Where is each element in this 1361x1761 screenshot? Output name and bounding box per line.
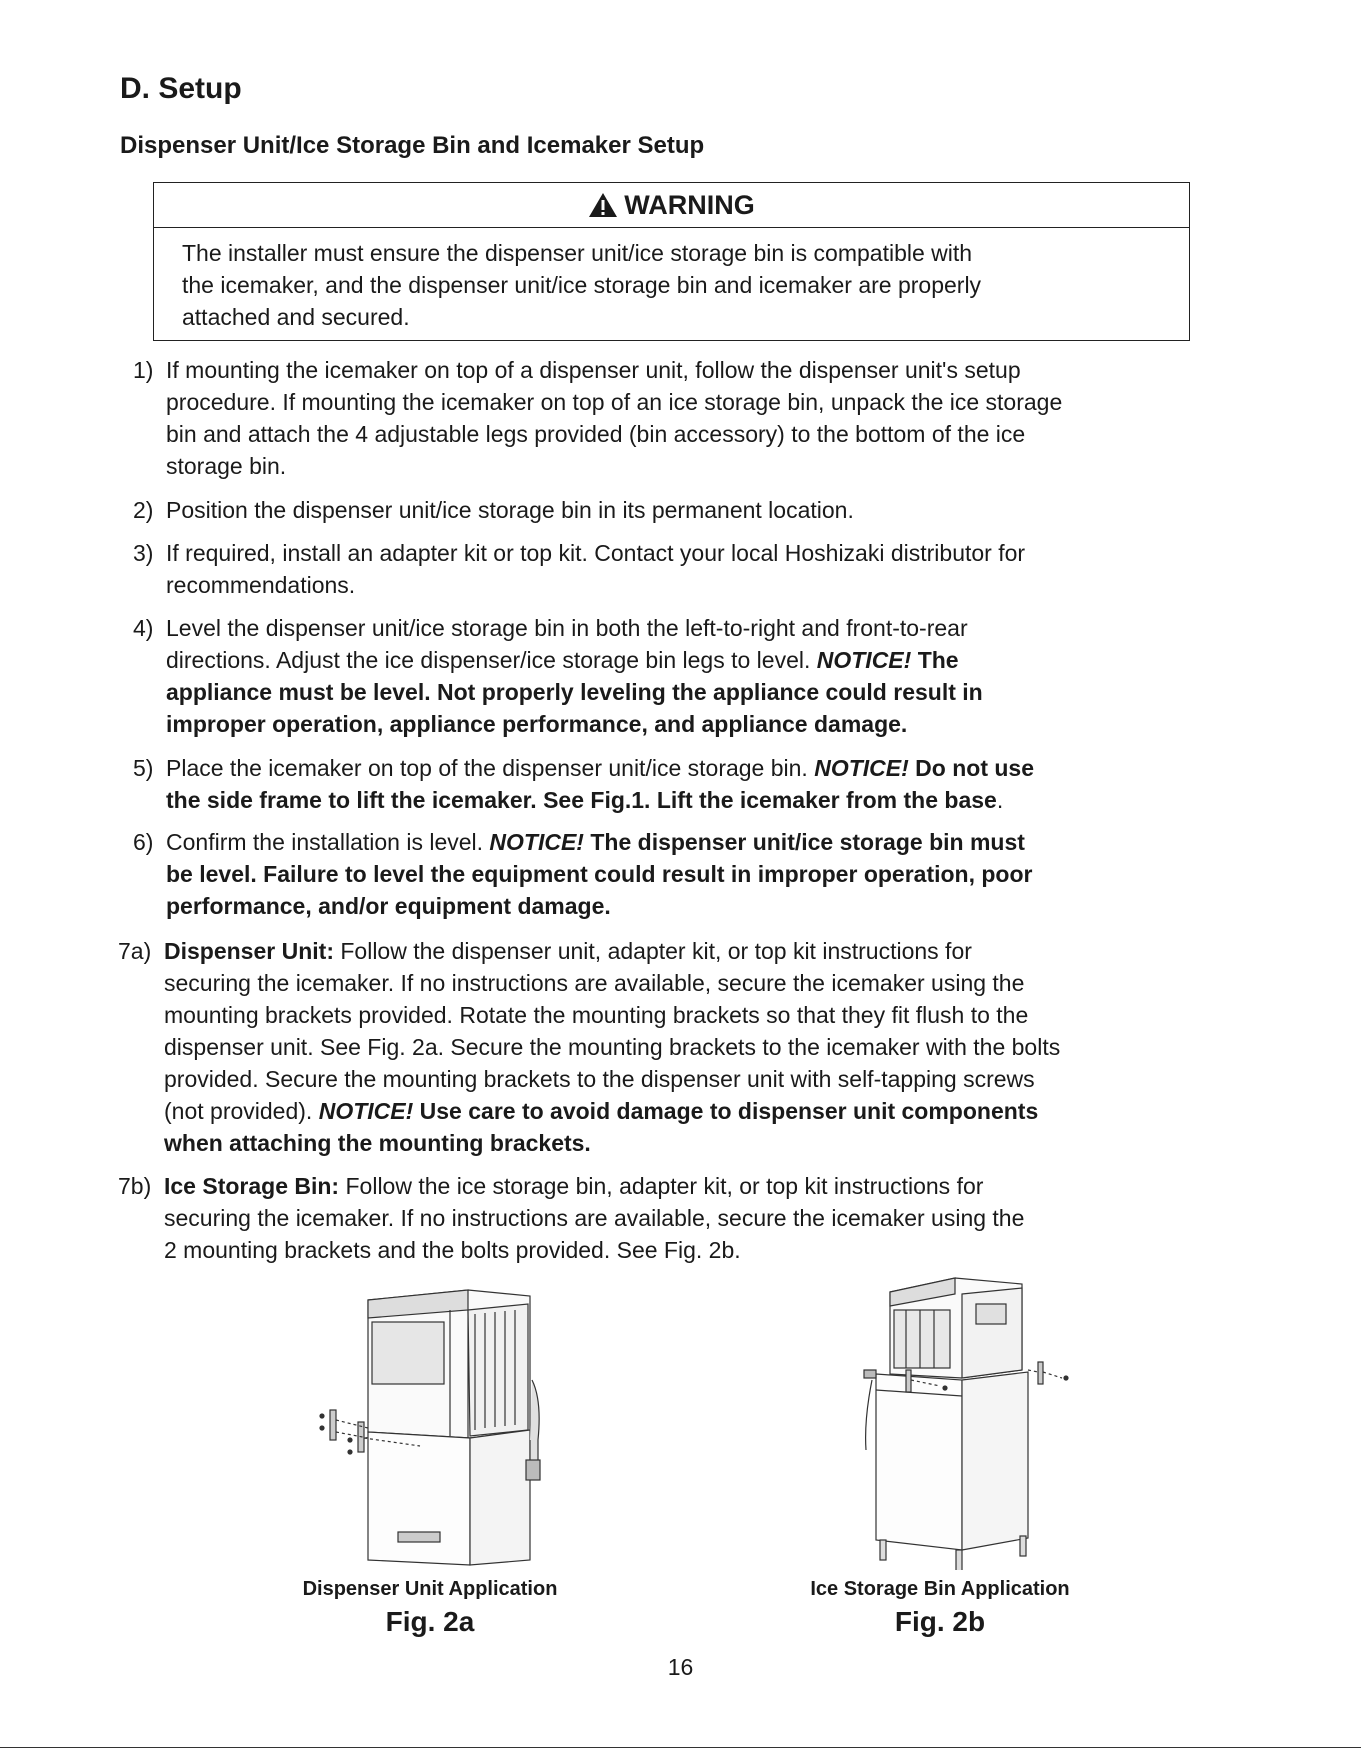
notice-text: appliance must be level. Not properly leveling the appliance could result in [166, 679, 983, 705]
step-heading: Ice Storage Bin: [164, 1173, 340, 1199]
figure-number: Fig. 2b [894, 1606, 986, 1637]
warning-box [153, 182, 1190, 341]
notice-label: NOTICE! [814, 755, 909, 781]
step-number: 1) [133, 357, 154, 383]
step-line [166, 858, 1032, 890]
step-line: Level the dispenser unit/ice storage bin in both the left-to-right and front-to-rear [166, 615, 968, 641]
warning-triangle-icon [588, 192, 618, 218]
warning-line: the icemaker, and the dispenser unit/ice storage bin and icemaker are properly [182, 272, 982, 298]
step-number: 3) [133, 540, 154, 566]
notice-text: The dispenser unit/ice storage bin must [590, 829, 1025, 855]
step-7b [118, 1170, 1248, 1268]
step-number: 2) [133, 497, 154, 523]
step-4 [133, 612, 1233, 742]
step-line [166, 644, 983, 676]
step-line: recommendations. [166, 572, 356, 598]
step-line: provided. Secure the mounting brackets to the dispenser unit with self-tapping screws [164, 1066, 1035, 1092]
step-6 [133, 826, 1233, 924]
step-line [166, 708, 983, 740]
page-number: 16 [667, 1654, 694, 1680]
notice-text: Use care to avoid damage to dispenser unit components [419, 1098, 1039, 1124]
notice-text: when attaching the mounting brackets. [164, 1130, 591, 1156]
subsection-title: Dispenser Unit/Ice Storage Bin and Icemaker Setup [120, 132, 705, 159]
step-line: 2 mounting brackets and the bolts provided. See Fig. 2b. [164, 1237, 741, 1263]
step-line: Position the dispenser unit/ice storage bin in its permanent location. [166, 497, 854, 523]
notice-text: The [917, 647, 959, 673]
notice-text: be level. Failure to level the equipment could result in improper operation, poor [166, 861, 1033, 887]
notice-text: improper operation, appliance performance, and appliance damage. [166, 711, 908, 737]
step-7a [118, 935, 1248, 1161]
step-1 [133, 354, 1233, 484]
warning-text [154, 228, 1189, 333]
warning-heading: WARNING [624, 189, 755, 220]
step-text: . [996, 787, 1004, 813]
step-line: procedure. If mounting the icemaker on top of an ice storage bin, unpack the ice storage [166, 389, 1063, 415]
figure-caption: Ice Storage Bin Application [810, 1578, 1070, 1600]
warning-line: attached and secured. [182, 304, 410, 330]
step-text: directions. Adjust the ice dispenser/ice storage bin legs to level. [166, 647, 811, 673]
figure-number: Fig. 2a [385, 1606, 475, 1637]
step-line: If required, install an adapter kit or top kit. Contact your local Hoshizaki distributor for [166, 540, 1026, 566]
step-line: dispenser unit. See Fig. 2a. Secure the mounting brackets to the icemaker with the bolts [164, 1034, 1061, 1060]
step-number: 7b) [118, 1173, 152, 1199]
step-line [164, 1127, 1060, 1159]
dispenser-unit-illustration [270, 1270, 590, 1570]
figure-2b [780, 1270, 1100, 1650]
step-text: Place the icemaker on top of the dispenser unit/ice storage bin. [166, 755, 808, 781]
step-text: (not provided). [164, 1098, 313, 1124]
notice-label: NOTICE! [816, 647, 912, 673]
step-line [166, 784, 1034, 816]
step-number: 7a) [118, 938, 152, 964]
step-line: storage bin. [166, 453, 287, 479]
notice-text: Do not use [915, 755, 1035, 781]
step-line: If mounting the icemaker on top of a dispenser unit, follow the dispenser unit's setup [166, 357, 1021, 383]
step-line [166, 826, 1032, 858]
step-3 [133, 537, 1233, 603]
notice-text: the side frame to lift the icemaker. See Fig.1. Lift the icemaker from the base [166, 787, 997, 813]
warning-line: The installer must ensure the dispenser unit/ice storage bin is compatible with [182, 240, 973, 266]
notice-label: NOTICE! [318, 1098, 414, 1124]
notice-text: performance, and/or equipment damage. [166, 893, 611, 919]
step-text: Follow the ice storage bin, adapter kit, or top kit instructions for [345, 1173, 984, 1199]
step-2 [133, 494, 1233, 528]
step-line [164, 1095, 1060, 1127]
step-line [164, 1170, 1024, 1202]
step-line [166, 890, 1032, 922]
step-line: securing the icemaker. If no instructions are available, secure the icemaker using the [164, 1205, 1025, 1231]
step-text: Confirm the installation is level. [166, 829, 484, 855]
step-line: mounting brackets provided. Rotate the mounting brackets so that they fit flush to the [164, 1002, 1029, 1028]
step-text: Follow the dispenser unit, adapter kit, or top kit instructions for [340, 938, 972, 964]
step-number: 5) [133, 755, 154, 781]
step-line [164, 935, 1060, 967]
notice-label: NOTICE! [489, 829, 584, 855]
step-5 [133, 752, 1233, 818]
step-number: 4) [133, 615, 154, 641]
ice-storage-bin-illustration [780, 1270, 1100, 1570]
warning-header [154, 183, 1189, 228]
section-title: D. Setup [120, 72, 242, 105]
step-line [166, 752, 1034, 784]
figure-caption: Dispenser Unit Application [302, 1578, 558, 1600]
step-line: bin and attach the 4 adjustable legs provided (bin accessory) to the bottom of the ice [166, 421, 1026, 447]
bottom-divider [0, 1747, 1361, 1748]
step-line [166, 676, 983, 708]
figure-2a [270, 1270, 590, 1650]
step-line: securing the icemaker. If no instructions are available, secure the icemaker using the [164, 970, 1025, 996]
step-heading: Dispenser Unit: [164, 938, 334, 964]
step-number: 6) [133, 829, 154, 855]
